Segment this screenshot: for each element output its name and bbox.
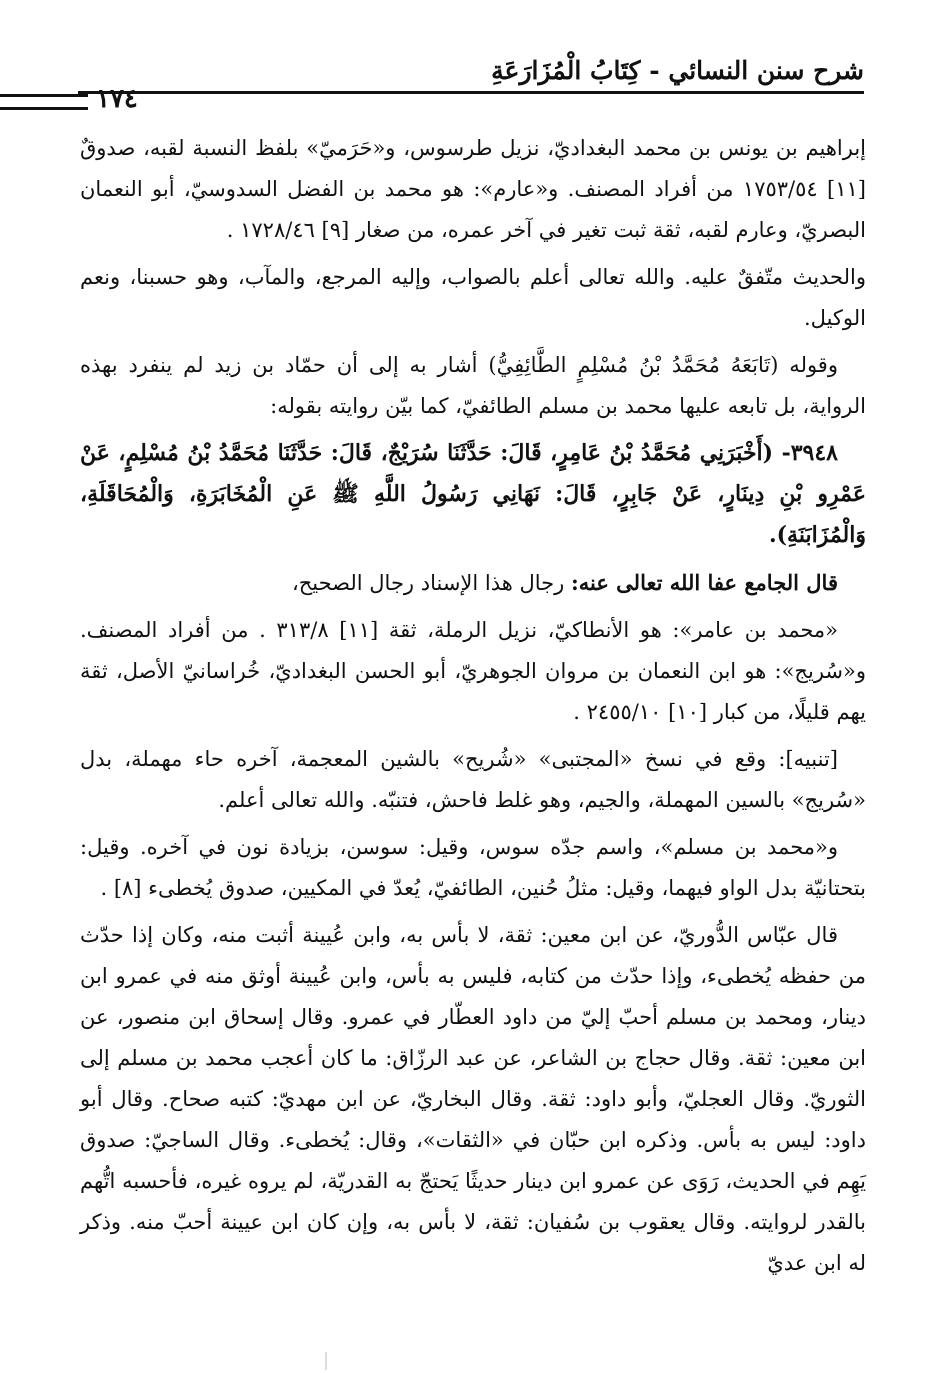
paragraph: والحديث متّفقٌ عليه. والله تعالى أعلم بالصواب، وإليه المرجع، والمآب، وهو حسبنا، ونعم الوكيل.	[80, 265, 866, 330]
header-rule	[78, 91, 864, 94]
paragraph: و«محمد بن مسلم»، واسم جدّه سوس، وقيل: سوسن، بزيادة نون في آخره. وقيل: بتحتانيّة بدل الواو فيهما، وقيل: مثلُ حُنين، الطائفيّ، يُعدّ في المكيين، صدوق يُخطىء [٨] .	[80, 835, 866, 900]
note-paragraph: [تنبيه]: وقع في نسخ «المجتبى» «شُريح» بالشين المعجمة، آخره حاء مهملة، بدل «سُريج» بالسين المهملة، والجيم، وهو غلط فاحش، فتنبّه. والله تعالى أعلم.	[80, 747, 866, 812]
scan-mark	[325, 1352, 327, 1370]
paragraph: «محمد بن عامر»: هو الأنطاكيّ، نزيل الرملة، ثقة [١١] ٣١٣/٨ . من أفراد المصنف. و«سُريج»: هو ابن النعمان بن مروان الجوهريّ، أبو الحسن البغداديّ، خُراسانيّ الأصل، ثقة يهم قليلًا، من كبار [١٠] ٢٤٥٥/١٠ .	[80, 618, 866, 724]
paragraph	[80, 562, 866, 604]
hadith-text: ٣٩٤٨- (أَخْبَرَنِي مُحَمَّدُ بْنُ عَامِرٍ، قَالَ: حَدَّثَنَا سُرَيْجٌ، قَالَ: حَدَّثَنَا مُحَمَّدُ بْنُ مُسْلِمٍ، عَنْ عَمْرِو بْنِ دِينَارٍ، عَنْ جَابِرٍ، قَالَ: نَهَانِي رَسُولُ اللَّهِ ﷺ عَنِ الْمُخَابَرَةِ، وَالْمُحَاقَلَةِ، وَالْمُزَابَنَةِ).	[80, 440, 866, 548]
page-number-rule	[0, 94, 88, 110]
body-text	[80, 128, 866, 1290]
paragraph: وقوله (تَابَعَهُ مُحَمَّدُ بْنُ مُسْلِمٍ الطَّائِفِيُّ) أشار به إلى أن حمّاد بن زيد لم ينفرد بهذه الرواية، بل تابعه عليها محمد بن مسلم الطائفيّ، كما بيّن روايته بقوله:	[80, 353, 866, 418]
paragraph-text: رجال هذا الإسناد رجال الصحيح،	[291, 571, 571, 595]
paragraph: إبراهيم بن يونس بن محمد البغداديّ، نزيل طرسوس، و«حَرَميّ» بلفظ النسبة لقبه، صدوقٌ [١١] ١٧٥٣/٥٤ من أفراد المصنف. و«عارم»: هو محمد بن الفضل السدوسيّ، أبو النعمان البصريّ، وعارم لقبه، ثقة ثبت تغير في آخر عمره، من صغار [٩] ١٧٢٨/٤٦ .	[80, 136, 866, 242]
running-header	[78, 50, 864, 108]
page-number: ١٧٤	[96, 84, 138, 114]
header-title: شرح سنن النسائي - كِتَابُ الْمُزَارَعَةِ	[491, 56, 864, 85]
compiler-lead: قال الجامع عفا الله تعالى عنه:	[570, 570, 838, 595]
paragraph: قال عبّاس الدُّوريّ، عن ابن معين: ثقة، لا بأس به، وابن عُيينة أثبت منه، وكان إذا حدّث من حفظه يُخطىء، وإذا حدّث من كتابه، فليس به بأس، وابن عُيينة أوثق منه في عمرو ابن دينار، ومحمد بن مسلم أحبّ إليّ من داود العطّار في عمرو. وقال إسحاق ابن منصور، عن ابن معين: ثقة. وقال حجاج بن الشاعر، عن عبد الرزّاق: ما كان أعجب محمد بن مسلم إلى الثوريّ. وقال العجليّ، وأبو داود: ثقة. وقال البخاريّ، عن ابن مهديّ: كتبه صحاح. وقال أبو داود: ليس به بأس. وذكره ابن حبّان في «الثقات»، وقال: يُخطىء. وقال الساجيّ: صدوق يَهِم في الحديث، رَوَى عن عمرو ابن دينار حديثًا يَحتجّ به القدريّة، لم يروه غيره، فأحسبه اتُّهم بالقدر لروايته. وقال يعقوب بن سُفيان: ثقة، لا بأس به، وإن كان ابن عيينة أحبّ منه. وذكر له ابن عديّ	[80, 923, 866, 1275]
